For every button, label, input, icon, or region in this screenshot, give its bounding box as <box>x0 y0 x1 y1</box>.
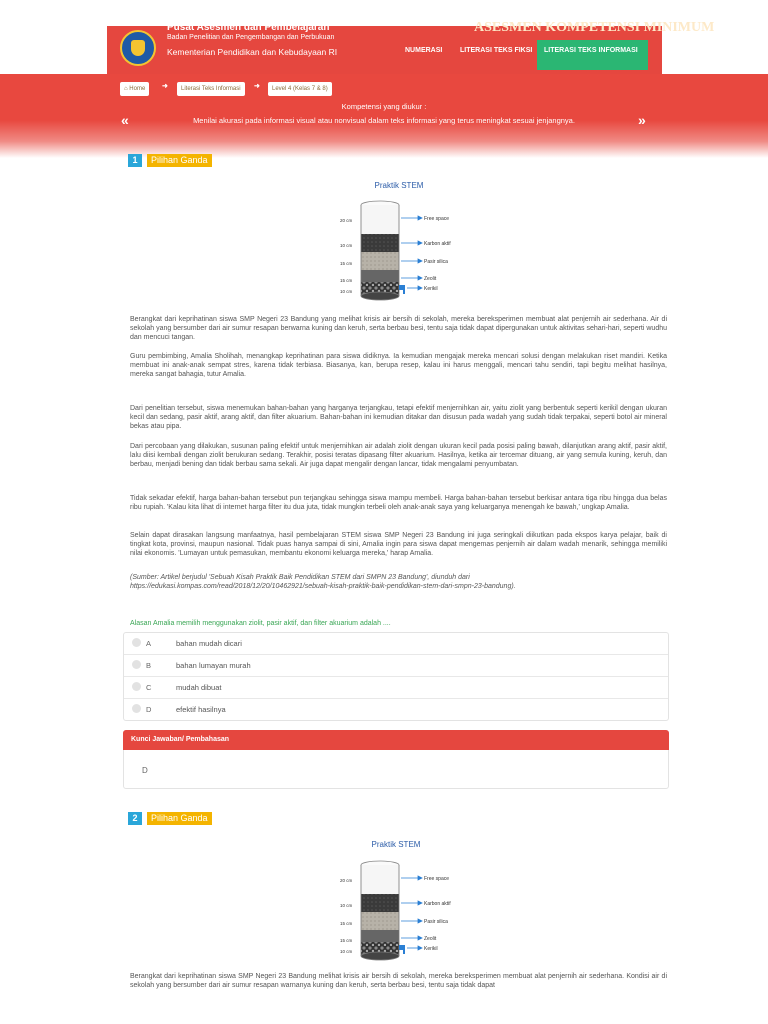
radio-icon[interactable] <box>132 660 141 669</box>
article-paragraph: Dari penelitian tersebut, siswa menemukan bahan-bahan yang harganya terjangkau, tetapi efektif menjernihkan air, yaitu ziolit yang berbentuk seperti kerikil dengan ukuran kecil dan sedang, pasir aktif, arang aktif, dan filter akuarium. Bahan-bahan ini kemudian ditakar dan disusun pada wadah yang sudah tidak terpakai, seperti botol air mineral bekas atau pipa. <box>130 405 667 430</box>
stem-filter-diagram <box>338 856 478 964</box>
breadcrumb-arrow-icon: ➜ <box>162 83 168 90</box>
figure-title: Praktik STEM <box>374 181 424 190</box>
layer-size-label: 15 cm <box>340 938 353 943</box>
layer-size-label: 20 cm <box>340 878 353 883</box>
layer-zeolit <box>361 270 399 282</box>
layer-name-label: Zeolit <box>424 936 437 942</box>
article-paragraph: Guru pembimbing, Amalia Sholihah, menangkap keprihatinan para siswa didiknya. Ia kemudian mengajak mereka mencari solusi dengan melakukan riset mandiri. Ketika membuat ini anak-anak sempat stres, karena tidak terbiasa. Biasanya, kan, berupa resep, kalau ini harus menggali, mencari tahu sendiri, tapi begitu melihat hasilnya, mereka sangat bahagia, tutur Amalia. <box>130 353 667 378</box>
ministry-name: Kementerian Pendidikan dan Kebudayaan RI <box>167 47 338 57</box>
answer-key-header[interactable]: Kunci Jawaban/ Pembahasan <box>123 730 669 750</box>
org-name: Pusat Asesmen dan Pembelajaran <box>167 22 330 33</box>
article-paragraph: Selain dapat dirasakan langsung manfaatnya, hasil pembelajaran STEM siswa SMP Negeri 23 Bandung ini juga seringkali diikutkan pada ekspos karya pelajar, baik di tingkat kota, provinsi, maupun nasional. Tidak puas hanya sampai di sini, Amalia ingin para siswa dapat mengemas penjernih air dalam wadah menarik, sehingga memiliki nilai ekonomis. 'Lumayan untuk pemasukan, membantu ekonomi keluarga mereka,' harap Amalia. <box>130 532 667 557</box>
header-bar <box>107 20 715 74</box>
article-paragraph: Berangkat dari keprihatinan siswa SMP Negeri 23 Bandung melihat krisis air bersih di sekolah, mereka bereksperimen membuat alat penjernih air sederhana. Kondisi air di sekolah yang bersumber dari air sumur resapan warnanya kuning dan keruh, serta berbau besi, tentu saja tidak dapat <box>130 973 667 989</box>
nav-literasi-teks-informasi[interactable]: LITERASI TEKS INFORMASI <box>537 40 648 70</box>
layer-size-label: 10 cm <box>340 903 353 908</box>
tap-icon <box>399 285 405 290</box>
article-paragraph: Dari percobaan yang dilakukan, susunan paling efektif untuk menjernihkan air adalah ziolit dengan ukuran kecil pada posisi paling bawah, dilanjutkan arang aktif, pasir aktif, lalu diisi kembali dengan ziolit berukuran sedang. Terakhir, posisi teratas dipasang filter akuarium. Hasilnya, ketika air tercemar dituang, air yang semula kuning, keruh, dan berbau, menjadi bening dan tidak berbau sama sekali. Air juga dapat mengalir dengan lancar, tidak mengalami penyumbatan. <box>130 443 667 468</box>
layer-name-label: Kerikil <box>424 286 438 292</box>
option-d[interactable]: D efektif hasilnya <box>124 699 668 720</box>
nav-literasi-teks-fiksi[interactable]: LITERASI TEKS FIKSI <box>460 47 533 54</box>
layer-size-label: 10 cm <box>340 243 353 248</box>
layer-size-label: 10 cm <box>340 289 353 294</box>
answer-key-value: D <box>142 766 148 775</box>
option-a[interactable]: A bahan mudah dicari <box>124 633 668 655</box>
double-chevron-right-icon[interactable]: » <box>638 112 646 128</box>
question-prompt: Alasan Amalia memilih menggunakan ziolit, pasir aktif, dan filter akuarium adalah .... <box>130 620 391 627</box>
radio-icon[interactable] <box>132 638 141 647</box>
org-subname: Badan Penelitian dan Pengembangan dan Perbukuan <box>167 34 335 41</box>
question-type-badge: Pilihan Ganda <box>147 154 212 167</box>
layer-size-label: 15 cm <box>340 278 353 283</box>
layer-size-label: 15 cm <box>340 921 353 926</box>
layer-name-label: Free space <box>424 876 450 882</box>
question-type-badge: Pilihan Ganda <box>147 812 212 825</box>
radio-icon[interactable] <box>132 704 141 713</box>
question-header <box>128 812 212 825</box>
layer-name-label: Zeolit <box>424 276 437 282</box>
layer-size-label: 20 cm <box>340 218 353 223</box>
layer-name-label: Free space <box>424 216 450 222</box>
breadcrumb-level[interactable]: Level 4 (Kelas 7 & 8) <box>268 82 332 96</box>
article-paragraph: Berangkat dari keprihatinan siswa SMP Negeri 23 Bandung yang melihat krisis air bersih di sekolah, mereka bereksperimen membuat alat penjernih air sederhana. Air di sekolah yang bersumber dari air sumur resapan berwarna kuning dan keruh, serta berbau besi, tentu saja tidak dapat dipergunakan untuk aktivitas sehari-hari, seperti wudhu dan mencuci tangan. <box>130 316 667 341</box>
hero-banner <box>0 74 768 158</box>
layer-size-label: 15 cm <box>340 261 353 266</box>
kemendikbud-logo[interactable] <box>120 30 156 66</box>
nav-numerasi[interactable]: NUMERASI <box>405 47 443 54</box>
article-paragraph: Tidak sekadar efektif, harga bahan-bahan tersebut pun terjangkau sehingga siswa mampu membeli. Harga bahan-bahan tersebut berkisar antara tiga ribu hingga dua belas ribu rupiah. 'Kalau kita lihat di internet harga filter itu dua juta, tidak mungkin terbeli oleh anak-anak saya yang keluarganya menengah ke bawah,' ungkap Amalia. <box>130 495 667 511</box>
layer-name-label: Karbon aktif <box>424 901 451 907</box>
kompetensi-text: Menilai akurasi pada informasi visual atau nonvisual dalam teks informasi yang terus meningkat sesuai jenjangnya. <box>193 116 575 125</box>
breadcrumb-arrow-icon: ➜ <box>254 83 260 90</box>
option-b[interactable]: B bahan lumayan murah <box>124 655 668 677</box>
question-number: 1 <box>128 154 142 167</box>
layer-karbon-aktif <box>361 234 399 252</box>
breadcrumb-home[interactable]: ⌂ Home <box>120 82 149 96</box>
options-list <box>123 632 669 721</box>
article-source: (Sumber: Artikel berjudul 'Sebuah Kisah Praktik Baik Pendidikan STEM dari SMPN 23 Bandung', diunduh dari https://edukasi.kompas.com/read/2018/12/20/10462921/sebuah-kisah-praktik-baik-pendidikan-stem-dari-smpn-23-bandung). <box>130 574 516 590</box>
brand-title: ASESMEN KOMPETENSI MINIMUM <box>474 20 715 35</box>
double-chevron-left-icon[interactable]: « <box>121 112 129 128</box>
question-number: 2 <box>128 812 142 825</box>
tap-icon <box>399 945 405 950</box>
layer-name-label: Pasir silica <box>424 919 448 925</box>
layer-pasir-silica <box>361 252 399 270</box>
layer-size-label: 10 cm <box>340 949 353 954</box>
layer-name-label: Karbon aktif <box>424 241 451 247</box>
layer-free-space <box>361 205 399 234</box>
layer-name-label: Kerikil <box>424 946 438 952</box>
option-c[interactable]: C mudah dibuat <box>124 677 668 699</box>
question-header <box>128 154 212 167</box>
figure-title: Praktik STEM <box>371 840 421 849</box>
stem-filter-diagram <box>338 196 478 304</box>
answer-key-panel <box>123 730 669 789</box>
radio-icon[interactable] <box>132 682 141 691</box>
layer-name-label: Pasir silica <box>424 259 448 265</box>
home-icon: ⌂ <box>124 86 128 92</box>
breadcrumb-literasi[interactable]: Literasi Teks Informasi <box>177 82 245 96</box>
kompetensi-label: Kompetensi yang diukur : <box>341 102 427 111</box>
